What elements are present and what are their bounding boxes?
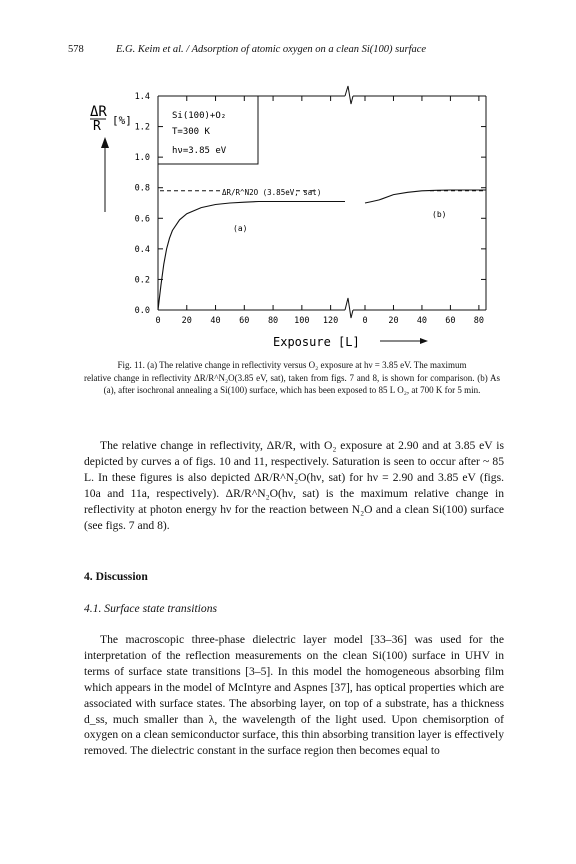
- x-tick-label: 20: [388, 316, 399, 326]
- x-tick-label: 80: [267, 316, 279, 326]
- x-axis-arrow-head: [420, 338, 428, 344]
- y-ticks: [135, 92, 486, 316]
- figure-caption: [84, 359, 500, 397]
- series-line-b: [365, 190, 486, 203]
- figure-11-chart: [0, 0, 576, 360]
- caption-rest: relative change in reflectivity ΔR/R^N₂O(3.85 eV, sat), taken from figs. 7 and 8, is shown for comparison. (b) As (a), after isochronal annealing a Si(100) surface, which has been exposed to 85 L O₂, at 700 K for 5 min.: [84, 372, 500, 395]
- top-axis-break: [345, 86, 353, 104]
- y-tick-label: 0.0: [134, 306, 150, 316]
- y-tick-label: 1.0: [134, 153, 150, 164]
- paragraph-1: The relative change in reflectivity, ΔR/R, with O₂ exposure at 2.90 and at 3.85 eV is depicted by curves a of figs. 10 and 11, respectively. Saturation is seen to occur after ~ 85 L. In these figures is also depicted ΔR/R^N₂O(hν, sat) for hν = 2.90 and 3.85 eV (figs. 10a and 11a, respectively). ΔR/R^N₂O(hν, sat) is the maximum relative change in reflectivity at photon energy hν for the reaction between N₂O and a clean Si(100) surface (see figs. 7 and 8).: [84, 439, 504, 532]
- info-line-2: T=300 K: [172, 127, 210, 137]
- y-tick-label: 0.2: [134, 275, 150, 286]
- x-tick-label: 40: [210, 316, 221, 326]
- y-tick-label: 1.4: [134, 92, 150, 102]
- running-title: E.G. Keim et al. / Adsorption of atomic oxygen on a clean Si(100) surface: [116, 44, 427, 55]
- series-line-a: [158, 202, 345, 311]
- ylabel-unit: [%]: [112, 114, 132, 127]
- x-axis-label: Exposure [L]: [273, 335, 360, 349]
- paragraph-2: The macroscopic three-phase dielectric layer model [33–36] was used for the interpretation of the reflection measurements on the clean Si(100) surface in UHV in terms of surface state transitions [3–5]. In this model the homogeneous absorbing film which appears in the model of McIntyre and Aspnes [37], has optical properties which are associated with surface states. The absorbing layer, on top of a substrate, has a thickness d_ss, much smaller than λ, the wavelength of the light used. Upon chemisorption of oxygen on a clean semiconductor surface, this thin absorbing transition layer is effectively removed. The dielectric constant in the surface region then becomes equal to: [84, 633, 504, 758]
- x-tick-label: 0: [362, 316, 368, 326]
- x-tick-label: 60: [445, 316, 456, 326]
- ylabel-arrow-head: [101, 137, 109, 148]
- x-tick-label: 40: [416, 316, 428, 326]
- ylabel-denominator: R: [93, 119, 101, 134]
- data-curves: [158, 190, 486, 310]
- info-line-3: hν=3.85 eV: [172, 146, 227, 156]
- page-number: 578: [68, 44, 84, 55]
- x-tick-label: 20: [181, 316, 192, 326]
- x-tick-label: 80: [473, 316, 485, 326]
- x-tick-label: 0: [155, 316, 161, 326]
- reference-label: ΔR/R^N2O (3.85eV, sat): [222, 188, 322, 197]
- caption-line-1: Fig. 11. (a) The relative change in reflectivity versus O₂ exposure at hν = 3.85 eV. The maximum: [117, 360, 467, 370]
- info-line-1: Si(100)+O₂: [172, 111, 227, 121]
- y-tick-label: 0.6: [134, 214, 150, 225]
- y-tick-label: 0.8: [134, 183, 150, 194]
- bottom-axis-break: [345, 298, 353, 318]
- x-tick-label: 60: [239, 316, 250, 326]
- section-heading: 4. Discussion: [84, 570, 148, 583]
- curve-a-label: (a): [233, 224, 248, 233]
- y-tick-label: 0.4: [134, 244, 150, 255]
- curve-b-label: (b): [432, 210, 447, 219]
- subsection-heading: 4.1. Surface state transitions: [84, 602, 218, 615]
- ylabel-symbol: ΔR: [90, 104, 107, 120]
- x-tick-label: 100: [294, 316, 310, 326]
- y-tick-label: 1.2: [134, 122, 150, 133]
- x-tick-label: 120: [322, 316, 339, 326]
